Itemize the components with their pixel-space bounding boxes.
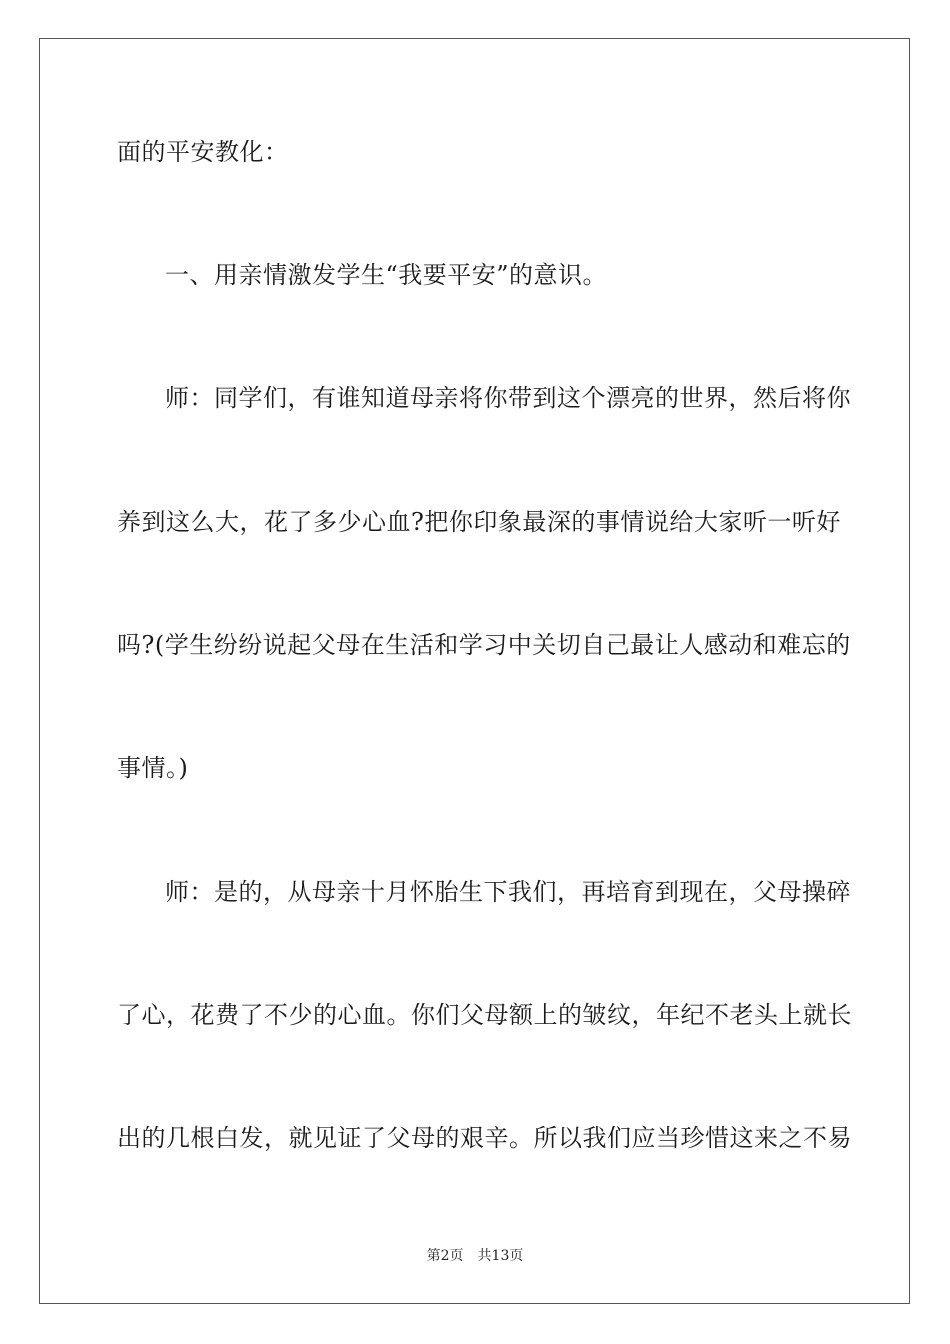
- text-line: 事情。): [117, 754, 189, 782]
- text-line: 师：是的，从母亲十月怀胎生下我们，再培育到现在，父母操碎: [165, 878, 851, 906]
- text-line: 师：同学们，有谁知道母亲将你带到这个漂亮的世界，然后将你: [165, 384, 851, 412]
- text-line: 了心，花费了不少的心血。你们父母额上的皱纹，年纪不老头上就长: [117, 1001, 852, 1029]
- page-border: [39, 38, 910, 1304]
- page-footer: [0, 1246, 950, 1266]
- text-line: 养到这么大，花了多少心血?把你印象最深的事情说给大家听一听好: [117, 508, 841, 536]
- text-line: 面的平安教化：: [117, 138, 289, 166]
- page-total: 共13页: [477, 1248, 524, 1264]
- text-line: 一、用亲情激发学生“我要平安”的意识。: [165, 261, 608, 289]
- text-line: 出的几根白发，就见证了父母的艰辛。所以我们应当珍惜这来之不易: [117, 1124, 852, 1152]
- page-number: 第2页: [426, 1248, 464, 1264]
- text-line: 吗?(学生纷纷说起父母在生活和学习中关切自己最让人感动和难忘的: [117, 631, 851, 659]
